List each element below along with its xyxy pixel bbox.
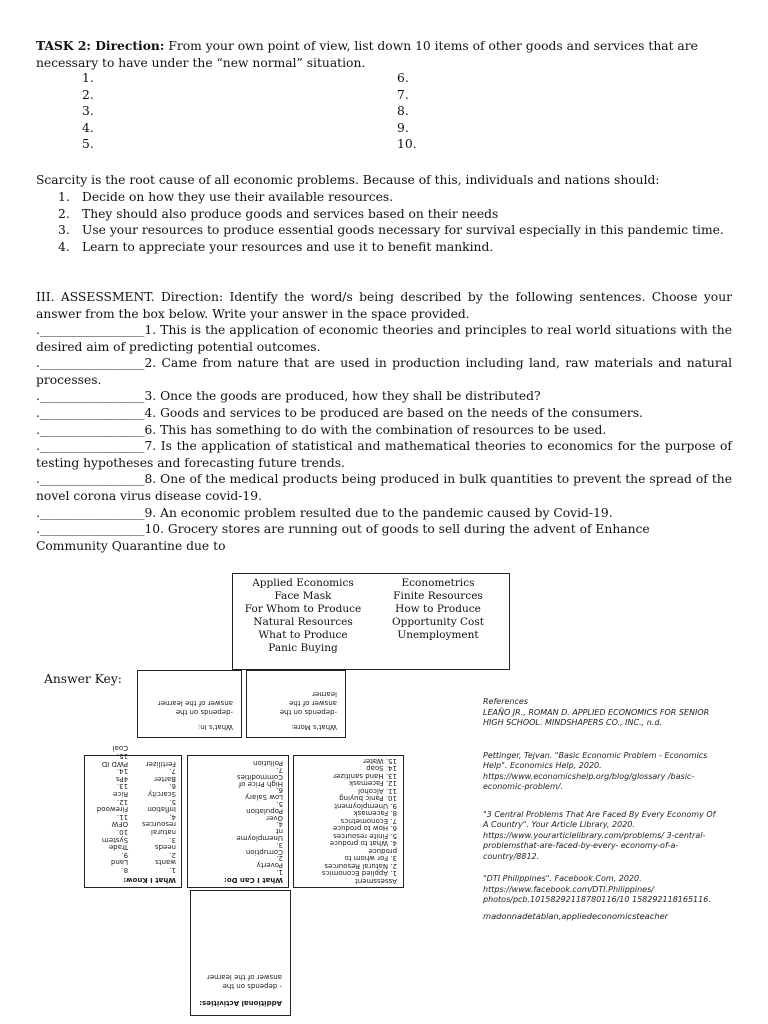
box-line: Scarcity	[148, 790, 176, 799]
box-title: Additional Activities:	[199, 999, 282, 1007]
box-line: 6.	[169, 782, 176, 791]
number-line: 10.	[397, 137, 417, 152]
answer-blank[interactable]: ._________________	[36, 422, 145, 437]
box-line: 2. Natural Resources	[324, 862, 397, 870]
author-signature: madonnadetablan,appliedeconomicsteacher	[483, 910, 669, 921]
box-line: PWD ID	[101, 759, 129, 768]
choices-left-column	[233, 577, 373, 655]
additional-activities-box	[190, 890, 291, 1016]
box-line: wants	[155, 858, 176, 867]
assessment-item	[36, 505, 732, 522]
box-line: 10.	[116, 828, 129, 837]
box-line: Rice	[113, 790, 129, 799]
item-text: 8. One of the medical products being produced in bulk quantities to prevent the spread of the novel corona virus disease covid-19.	[36, 472, 732, 503]
task2-left-numbers	[82, 70, 94, 153]
assessment-item	[36, 471, 732, 504]
box-line: -depends on the	[279, 708, 337, 716]
reference-item: "DTI Philippines". Facebook.Com, 2020. https://www.facebook.com/DTI.Philippines/ photos/pcb.10158292118780116/10 158292118165116.	[483, 874, 711, 904]
item-text: 9. An economic problem resulted due to the pandemic caused by Covid-19.	[144, 505, 613, 520]
item-number: 1.	[58, 190, 70, 204]
whats-more-box	[246, 670, 346, 738]
answer-blank[interactable]: ._________________	[36, 356, 145, 371]
box-line: natural	[150, 828, 176, 837]
box-line: Trade	[108, 843, 129, 852]
box-line: 13. Hand sanitizer	[333, 772, 397, 780]
box-line: OFW	[111, 820, 129, 829]
number-line: 4.	[82, 120, 94, 135]
box-line: produce	[368, 847, 397, 855]
choice-item: Finite Resources	[393, 590, 483, 602]
number-line: 9.	[397, 120, 409, 135]
box-line: 11. Alcohol	[358, 787, 397, 795]
item-text: 2. Came from nature that are used in production including land, raw materials and natural processes.	[36, 356, 732, 387]
task2-label: TASK 2: Direction:	[36, 38, 165, 53]
box-line: Land	[110, 858, 129, 867]
assessment-key-box	[293, 755, 404, 888]
number-line: 2.	[82, 87, 94, 102]
box-line: 1. Applied Economics	[322, 869, 397, 878]
box-line: 12.	[116, 797, 129, 806]
assessment-item	[36, 355, 732, 388]
box-line: answer of the	[289, 699, 337, 707]
box-line: 14. Soap	[366, 764, 397, 773]
box-line: Pollution	[253, 759, 283, 768]
choices-right-column	[373, 577, 503, 642]
box-line: Population	[246, 806, 283, 815]
list-item	[58, 189, 732, 206]
item-number: 3.	[58, 223, 70, 238]
box-line: 6.	[276, 786, 283, 795]
answer-blank[interactable]: ._________________	[36, 323, 145, 337]
box-line: Fertilizer	[145, 759, 176, 768]
assessment-item	[36, 422, 732, 439]
box-line: 6. How to produce	[332, 824, 397, 833]
choice-item: Applied Economics	[252, 577, 354, 589]
box-line: Commodities	[236, 772, 283, 781]
box-line: System	[101, 835, 129, 844]
choice-item: What to Produce	[258, 629, 348, 641]
scarcity-list	[58, 189, 732, 255]
list-item	[58, 239, 732, 256]
box-line: 7. Econometrics	[340, 817, 397, 825]
box-line: 9.	[121, 850, 129, 859]
box-line: Corruption	[245, 847, 283, 856]
assessment-intro: III. ASSESSMENT. Direction: Identify the word/s being described by the following sentences. Choose your answer from the box below. Write your answer in the space provided.	[36, 290, 732, 321]
box-line: Firewood	[96, 805, 129, 814]
choice-item: Face Mask	[274, 590, 332, 602]
scarcity-intro: Scarcity is the root cause of all economic problems. Because of this, individuals and nations should:	[36, 173, 660, 187]
assessment-item	[36, 438, 732, 471]
box-line: Inflation	[147, 805, 176, 814]
box-line: - depends on the	[222, 982, 282, 990]
box-line: answer of the learner	[157, 699, 233, 707]
assessment-item	[36, 388, 732, 405]
box-line: 10. Panic buying	[339, 794, 397, 803]
task2-direction	[36, 38, 732, 71]
answer-blank[interactable]: ._________________	[36, 439, 145, 454]
choice-item: Opportunity Cost	[392, 616, 484, 628]
box-line: 4.	[169, 812, 176, 821]
box-title: What I Know:	[123, 876, 176, 884]
box-line: 1.	[169, 866, 176, 874]
box-line: 9. Unemployment	[334, 802, 397, 810]
box-line: 3.	[169, 835, 176, 844]
box-line: 2.	[276, 854, 283, 863]
item-text: Decide on how they use their available resources.	[82, 190, 394, 204]
box-line: learner	[312, 690, 337, 698]
reference-item: "3 Central Problems That Are Faced By Every Economy Of A Country". Your Article Library, 2020. https://www.yourarticlelibrary.com/problems/ 3-central-problemsthat-are-faced-by-every- economy-of-a-country/8812.	[483, 809, 716, 861]
answer-blank[interactable]: ._________________	[36, 389, 145, 404]
box-line: 4. What to produce	[329, 839, 397, 848]
answer-blank[interactable]: ._________________	[36, 505, 145, 520]
answer-blank[interactable]: ._________________	[36, 522, 145, 537]
assessment-items	[36, 322, 732, 554]
box-line: 2.	[169, 850, 176, 859]
box-line: 5.	[169, 797, 176, 806]
number-line: 8.	[397, 104, 409, 119]
box-title: What's More:	[291, 723, 337, 731]
box-line: 15. Water	[362, 757, 397, 765]
box-line: Poverty	[256, 861, 283, 870]
box-line: 7.	[276, 766, 283, 775]
what-i-can-do-box	[187, 755, 289, 888]
box-title: Assessment	[355, 877, 397, 885]
assessment-item	[36, 322, 732, 355]
box-line: 4Ps	[115, 774, 129, 783]
item-text: Learn to appreciate your resources and use it to benefit mankind.	[82, 239, 494, 254]
references-title: References	[483, 697, 528, 706]
box-line: 8. Facemask	[353, 809, 397, 818]
answer-key-label: Answer Key:	[44, 672, 122, 686]
choice-item: Panic Buying	[268, 642, 338, 654]
choice-item: Econometrics	[401, 577, 475, 589]
box-line: 14.	[116, 767, 129, 776]
box-line: Barter	[154, 774, 176, 783]
box-line: 8.	[121, 866, 129, 874]
references-section	[483, 697, 719, 921]
number-line: 1.	[82, 71, 94, 85]
box-line: Over	[266, 813, 283, 822]
answer-blank[interactable]: ._________________	[36, 472, 145, 487]
box-line: answer of the learner	[206, 973, 282, 981]
choice-item: How to Produce	[395, 603, 481, 615]
assessment-item	[36, 405, 732, 422]
box-line: 11.	[116, 812, 129, 821]
box-line: 13.	[116, 782, 129, 791]
box-line: 5.	[276, 800, 283, 809]
box-line: 4.	[276, 820, 283, 829]
choice-item: For Whom to Produce	[244, 603, 362, 615]
number-line: 7.	[397, 87, 409, 102]
task2-text: From your own point of view, list down 10 items of other goods and services that are necessary to have under the “new normal” situation.	[36, 39, 698, 70]
answer-blank[interactable]: ._________________	[36, 405, 145, 420]
box-title: What I Can Do:	[224, 876, 283, 884]
box-line: needs	[154, 843, 176, 852]
box-line: Low Salary	[245, 793, 283, 802]
box-line: 3.	[276, 840, 283, 849]
item-text: They should also produce goods and services based on their needs	[82, 206, 499, 221]
item-text: 1. This is the application of economic theories and principles to real world situations with the desired aim of predicting potential outcomes.	[36, 323, 732, 354]
assessment-item	[36, 521, 666, 554]
item-text: 3. Once the goods are produced, how they shall be distributed?	[144, 389, 541, 404]
box-line: Unemployme	[236, 834, 283, 843]
box-line: 7.	[169, 767, 176, 776]
box-line: 3. For whom to	[344, 854, 397, 863]
box-line: Coal	[112, 744, 129, 753]
item-number: 4.	[58, 239, 70, 254]
choice-item: Natural Resources	[253, 616, 353, 628]
box-line: 5. Finite resources	[333, 832, 397, 840]
item-text: 7. Is the application of statistical and mathematical theories to economics for the purpose of testing hypotheses and forecasting future trends.	[36, 439, 732, 470]
list-item	[58, 222, 732, 239]
reference-item: Pettinger, Tejvan. "Basic Economic Problem - Economics Help". Economics Help, 2020. https://www.economicshelp.org/blog/glossary /basic-economic-problem/.	[483, 750, 708, 791]
number-line: 6.	[397, 71, 409, 85]
item-text: 6. This has something to do with the combination of resources to be used.	[144, 422, 607, 437]
box-line: -depends on the	[175, 708, 233, 716]
choice-item: Unemployment	[397, 629, 479, 641]
list-item	[58, 206, 732, 223]
whats-in-box	[137, 670, 242, 738]
task2-right-numbers	[397, 70, 417, 153]
choices-box	[232, 573, 510, 670]
item-text: Use your resources to produce essential goods necessary for survival especially in this pandemic time.	[82, 223, 724, 238]
item-text: 10. Grocery stores are running out of goods to sell during the advent of Enhance Community Quarantine due to	[36, 522, 650, 553]
number-line: 5.	[82, 137, 94, 152]
what-i-know-box	[84, 744, 182, 888]
reference-item: LEAÑO JR., ROMAN D. APPLIED ECONOMICS FOR SENIOR HIGH SCHOOL. MINDSHAPERS CO., INC., n.d.	[483, 707, 710, 727]
box-line: 1.	[276, 868, 283, 876]
box-line: nt	[275, 827, 283, 836]
item-text: 4. Goods and services to be produced are based on the needs of the consumers.	[144, 405, 643, 420]
box-line: 15.	[116, 752, 129, 761]
item-number: 2.	[58, 206, 70, 221]
box-line: resources	[142, 820, 176, 829]
box-title: What's In:	[197, 723, 233, 731]
number-line: 3.	[82, 104, 94, 119]
box-line: 12. Facemask	[349, 779, 397, 788]
box-line: High Price of	[238, 779, 283, 788]
